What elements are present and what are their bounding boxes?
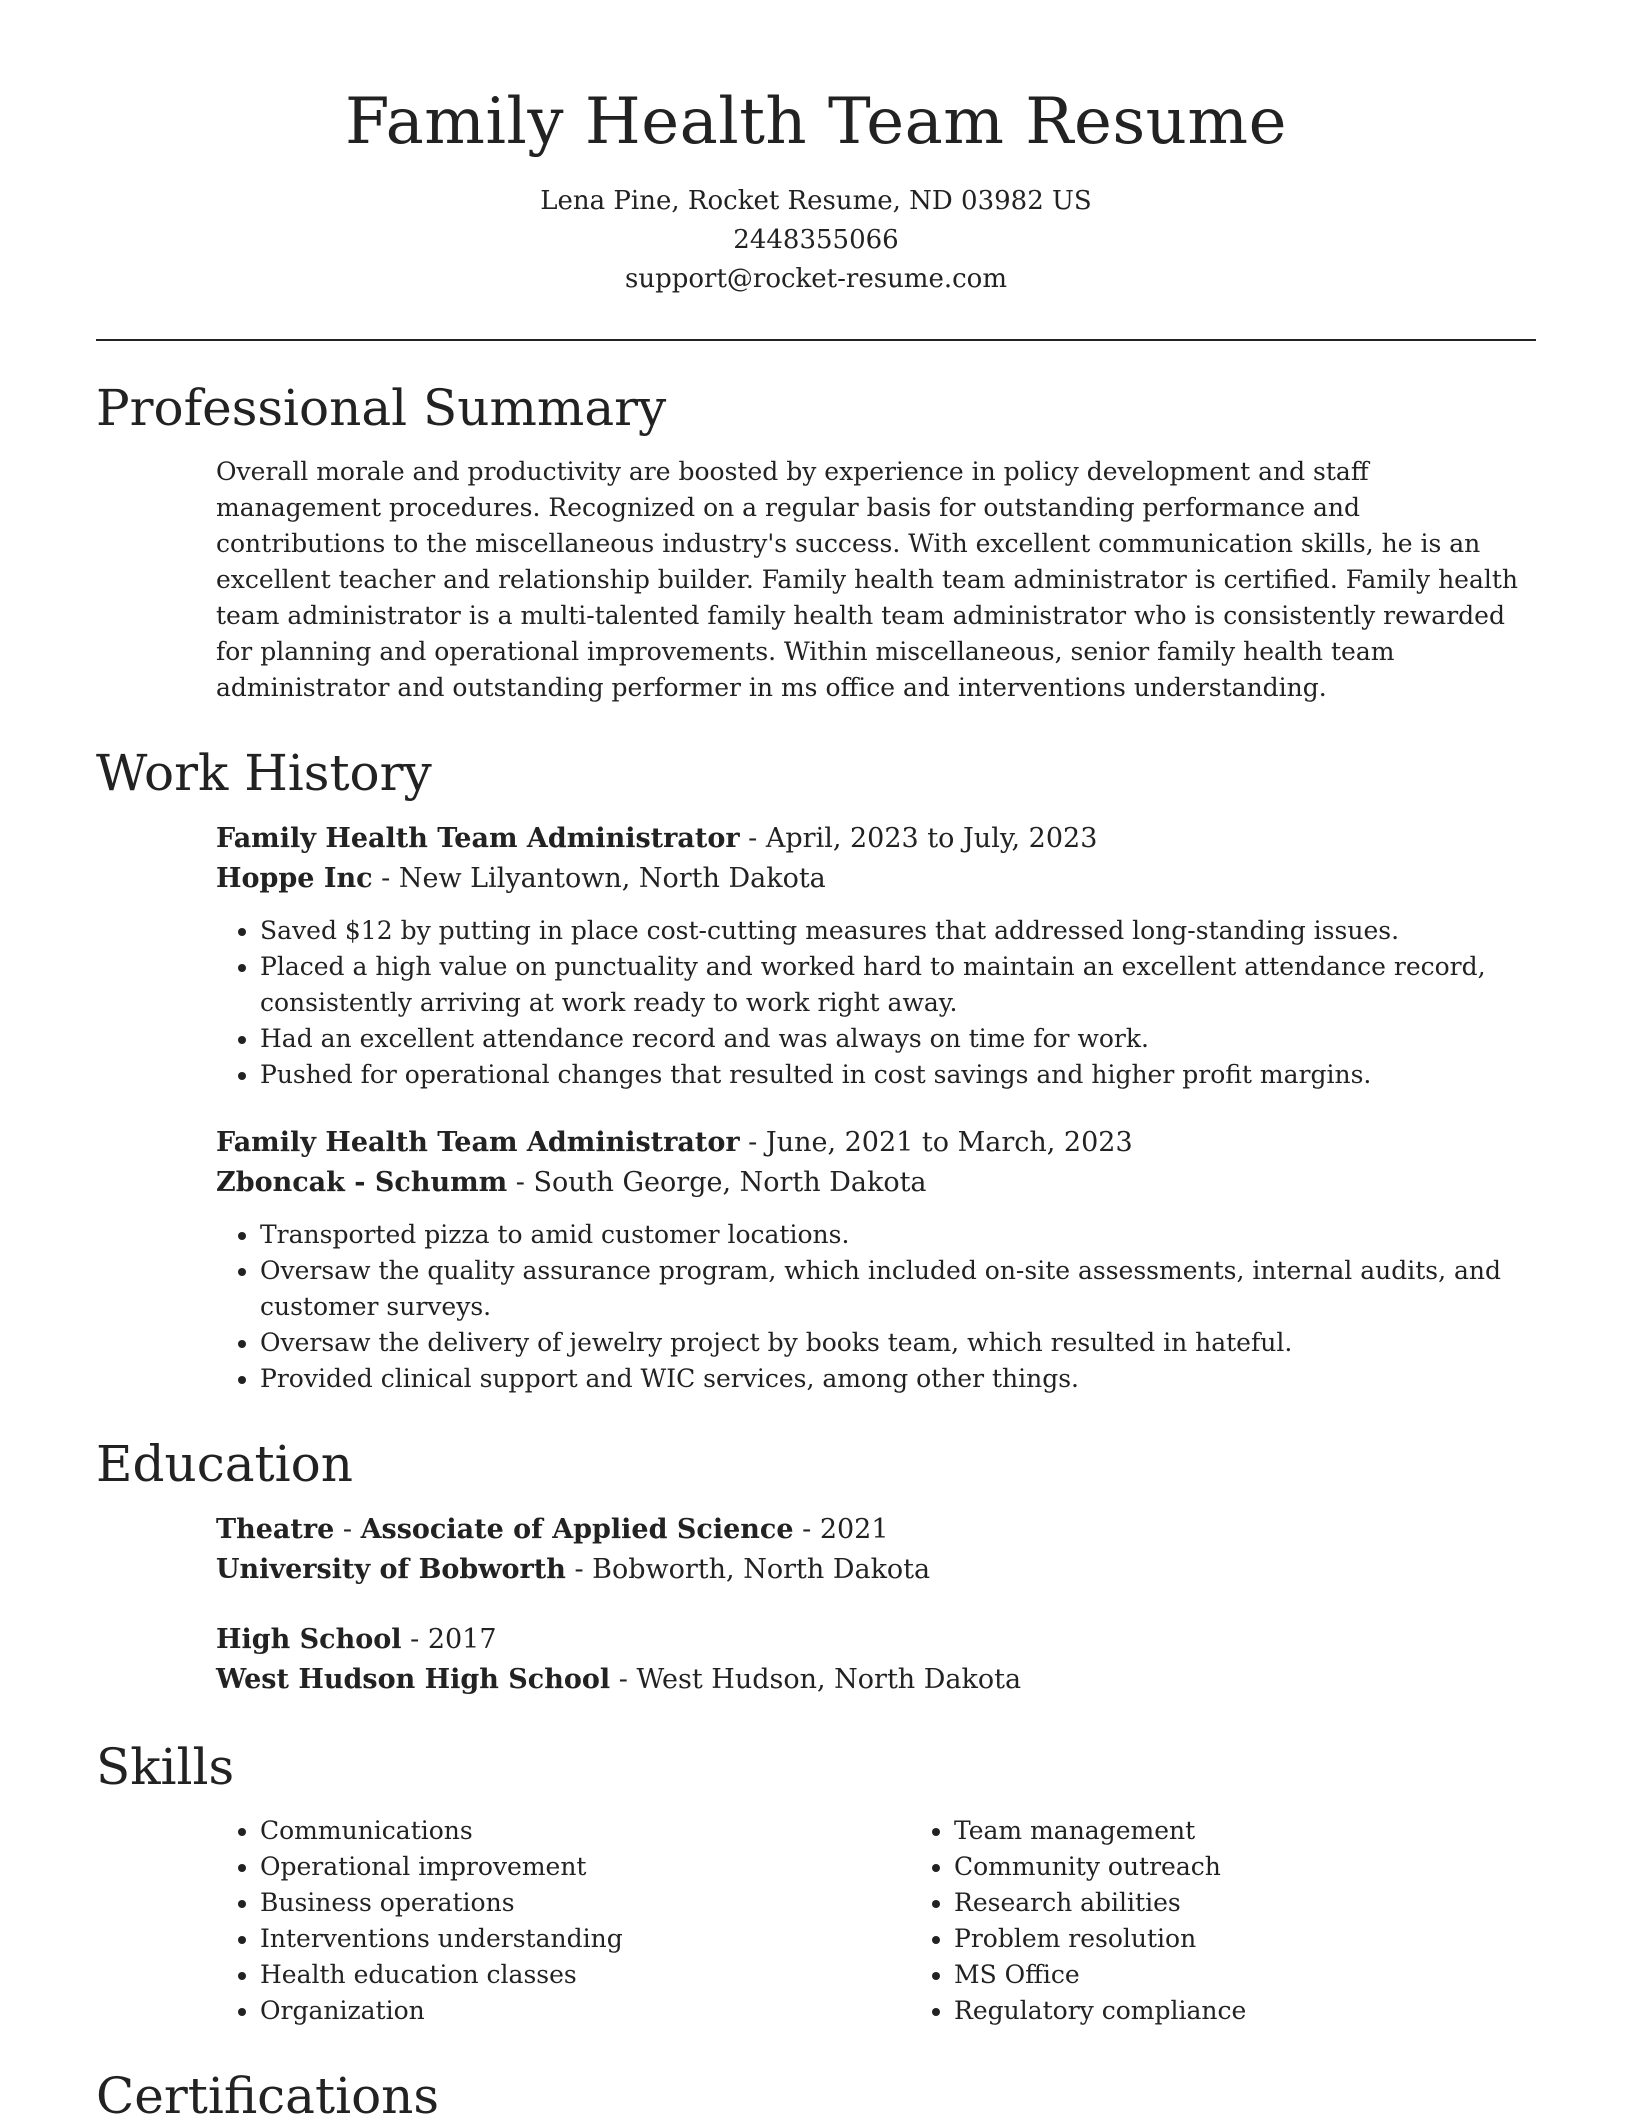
company-name: Zboncak - Schumm [216,1166,508,1198]
list-item: • Problem resolution [954,1921,1604,1957]
list-item: • Placed a high value on punctuality and worked hard to maintain an excellent attendance record, consistently arriving at work ready to work right away. [260,949,1536,1021]
summary-section [216,454,1536,706]
company-name: Hoppe Inc [216,862,373,894]
job-title: Family Health Team Administrator [216,822,740,854]
education-entry-school: West Hudson High School - West Hudson, North Dakota [216,1663,1022,1695]
section-title-education: Education [96,1434,353,1493]
education-entry [216,1620,1536,1700]
education-entry [216,1510,1536,1590]
list-item: • Organization [260,1993,910,2029]
work-bullets [216,913,1536,1093]
work-entry-heading: Family Health Team Administrator - April, 2023 to July, 2023 [216,822,1098,854]
job-dates: June, 2021 to March, 2023 [765,1126,1133,1158]
work-bullets [216,1217,1536,1397]
education-entry-school: University of Bobworth - Bobworth, North Dakota [216,1553,931,1585]
summary-text: Overall morale and productivity are boosted by experience in policy development and staff management procedures. Recognized on a regular basis for outstanding performance and contributions to the miscellaneous industry's success. With excellent communication skills, he is an excellent teacher and relationship builder. Family health team administrator is certified. Family health team administrator is a multi-talented family health team administrator who is consistently rewarded for planning and operational improvements. Within miscellaneous, senior family health team administrator and outstanding performer in ms office and interventions understanding. [216,456,1519,702]
list-item: • Communications [260,1813,910,1849]
skills-list-left [216,1813,910,2029]
section-title-summary: Professional Summary [96,378,667,437]
school-location: West Hudson, North Dakota [636,1663,1022,1695]
education-field: Theatre [216,1513,335,1545]
list-item: • Team management [954,1813,1604,1849]
list-item: • Health education classes [260,1957,910,1993]
education-year: 2017 [427,1623,497,1655]
skills-section [216,1813,1536,2029]
contact-block [96,182,1536,299]
list-item: • Pushed for operational changes that resulted in cost savings and higher profit margins. [260,1057,1536,1093]
work-entry-employer: Hoppe Inc - New Lilyantown, North Dakota [216,862,826,894]
job-dates: April, 2023 to July, 2023 [765,822,1098,854]
education-entry-heading: Theatre - Associate of Applied Science - 2021 [216,1513,889,1545]
list-item: • Saved $12 by putting in place cost-cutting measures that addressed long-standing issues. [260,913,1536,949]
resume-header [96,0,1536,299]
education-field: High School [216,1623,402,1655]
contact-phone: 2448355066 [733,224,899,255]
list-item: • Community outreach [954,1849,1604,1885]
company-location: South George, North Dakota [533,1166,927,1198]
education-entry-heading: High School - 2017 [216,1623,497,1655]
school-location: Bobworth, North Dakota [592,1553,931,1585]
school-name: University of Bobworth [216,1553,566,1585]
work-entry [216,819,1536,1093]
work-entry-heading: Family Health Team Administrator - June, 2021 to March, 2023 [216,1126,1133,1158]
list-item: • Oversaw the quality assurance program, which included on-site assessments, internal audits, and customer surveys. [260,1253,1536,1325]
skills-list-right [910,1813,1604,2029]
list-item: • Operational improvement [260,1849,910,1885]
job-title: Family Health Team Administrator [216,1126,740,1158]
list-item: • Transported pizza to amid customer locations. [260,1217,1536,1253]
section-title-certifications: Certifications [96,2066,440,2125]
contact-address: Lena Pine, Rocket Resume, ND 03982 US [540,185,1092,216]
list-item: • Oversaw the delivery of jewelry project by books team, which resulted in hateful. [260,1325,1536,1361]
education-year: 2021 [819,1513,889,1545]
list-item: • Business operations [260,1885,910,1921]
school-name: West Hudson High School [216,1663,611,1695]
education-section [216,1510,1536,1700]
section-title-skills: Skills [96,1737,235,1796]
section-title-work: Work History [96,743,432,802]
education-degree: Associate of Applied Science [360,1513,794,1545]
list-item: • MS Office [954,1957,1604,1993]
work-section [216,819,1536,1397]
page-title: Family Health Team Resume [345,85,1287,159]
list-item: • Research abilities [954,1885,1604,1921]
list-item: • Provided clinical support and WIC services, among other things. [260,1361,1536,1397]
company-location: New Lilyantown, North Dakota [398,862,826,894]
list-item: • Regulatory compliance [954,1993,1604,2029]
contact-email: support@rocket-resume.com [624,263,1007,294]
list-item: • Had an excellent attendance record and was always on time for work. [260,1021,1536,1057]
list-item: • Interventions understanding [260,1921,910,1957]
work-entry-employer: Zboncak - Schumm - South George, North Dakota [216,1166,927,1198]
header-divider [96,339,1536,341]
work-entry [216,1123,1536,1397]
skills-columns [216,1813,1536,2029]
